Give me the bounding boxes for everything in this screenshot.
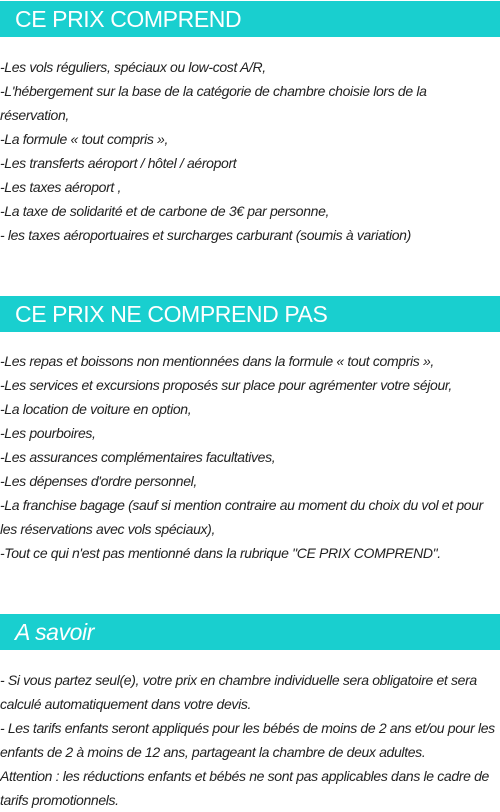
list-item: -Les dépenses d'ordre personnel,	[0, 473, 197, 489]
list-item: -L'hébergement sur la base de la catégorie de chambre choisie lors de la réservation,	[0, 83, 427, 123]
list-item: Attention : les réductions enfants et bébés ne sont pas applicables dans le cadre de tarifs promotionnels.	[0, 768, 489, 808]
list-item: -Les repas et boissons non mentionnées dans la formule « tout compris »,	[0, 353, 434, 369]
list-item: -Tout ce qui n'est pas mentionné dans la rubrique "CE PRIX COMPREND".	[0, 545, 441, 561]
section-title-not-included: CE PRIX NE COMPREND PAS	[15, 301, 328, 327]
section-title-included: CE PRIX COMPREND	[15, 6, 242, 32]
list-item: -La location de voiture en option,	[0, 401, 192, 417]
list-item: -Les assurances complémentaires facultatives,	[0, 449, 276, 465]
list-item: - Les tarifs enfants seront appliqués pour les bébés de moins de 2 ans et/ou pour les enfants de 2 à moins de 12 ans, partageant la chambre de deux adultes.	[0, 720, 495, 760]
list-item: -La franchise bagage (sauf si mention contraire au moment du choix du vol et pour les réservations avec vols spéciaux),	[0, 497, 483, 537]
list-item: -Les vols réguliers, spéciaux ou low-cost A/R,	[0, 59, 266, 75]
section-header-included	[0, 1, 500, 37]
included-list	[0, 55, 500, 247]
list-item: -La taxe de solidarité et de carbone de 3€ par personne,	[0, 203, 330, 219]
list-item: -La formule « tout compris »,	[0, 131, 169, 147]
not-included-list	[0, 349, 500, 565]
section-header-good-to-know	[0, 614, 500, 650]
list-item: -Les transferts aéroport / hôtel / aéroport	[0, 155, 237, 171]
section-title-good-to-know: A savoir	[15, 619, 95, 645]
list-item: -Les pourboires,	[0, 425, 96, 441]
list-item: -Les taxes aéroport ,	[0, 179, 122, 195]
list-item: - les taxes aéroportuaires et surcharges carburant (soumis à variation)	[0, 227, 411, 243]
list-item: - Si vous partez seul(e), votre prix en chambre individuelle sera obligatoire et sera calculé automatiquement dans votre devis.	[0, 672, 477, 712]
good-to-know-list	[0, 668, 500, 812]
section-header-not-included	[0, 296, 500, 332]
list-item: -Les services et excursions proposés sur place pour agrémenter votre séjour,	[0, 377, 452, 393]
